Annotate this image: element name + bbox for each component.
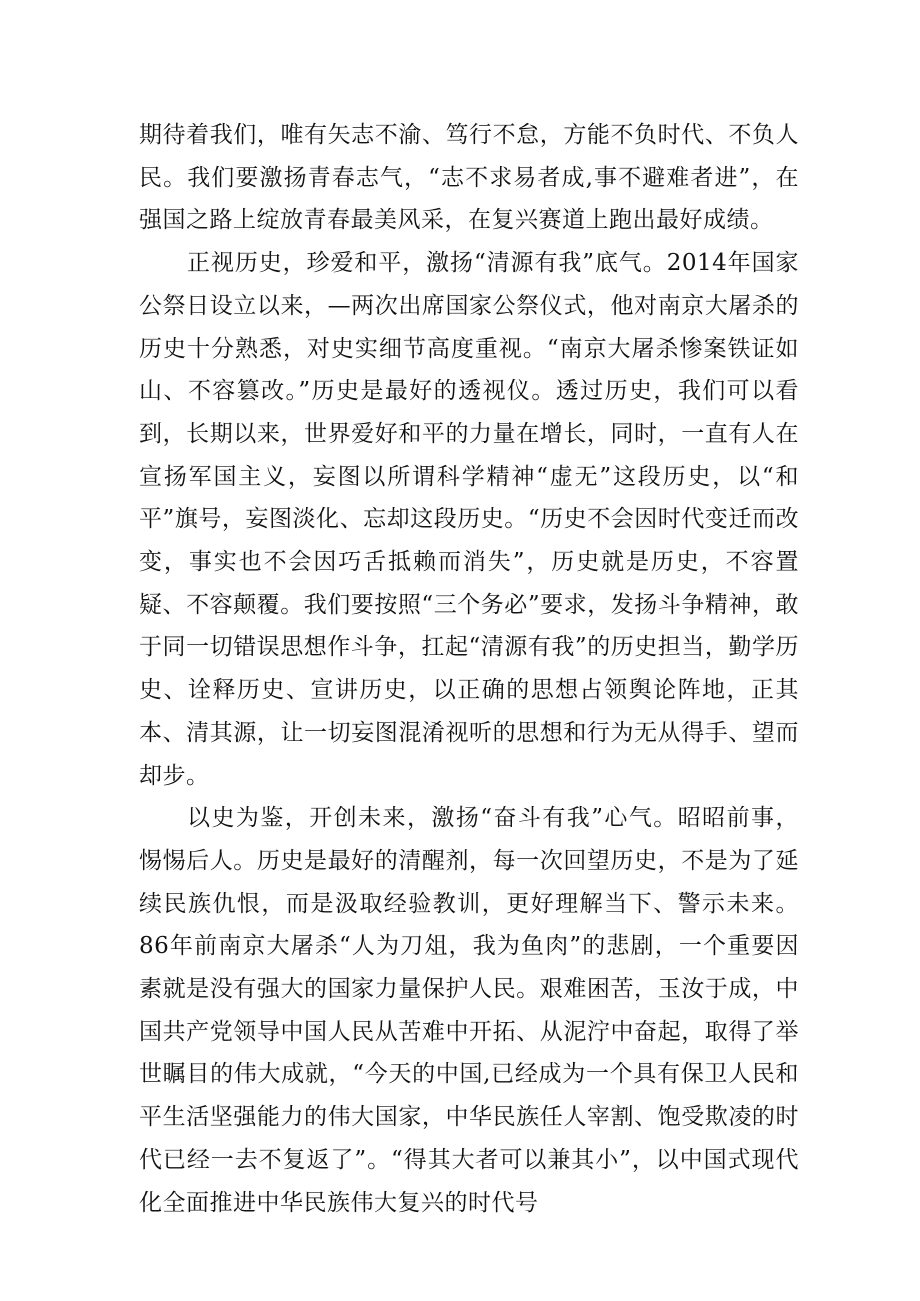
paragraph-1: 期待着我们，唯有矢志不渝、笃行不怠，方能不负时代、不负人民。我们要激扬青春志气，“志不求易者成,事不避难者进”，在强国之路上绽放青春最美风采，在复兴赛道上跑出最好成绩。: [139, 122, 799, 234]
paragraph-2: 正视历史，珍爱和平，激扬“清源有我”底气。2014年国家公祭日设立以来，—两次出席国家公祭仪式，他对南京大屠杀的历史十分熟悉，对史实细节高度重视。“南京大屠杀惨案铁证如山、不容篡改。”历史是最好的透视仪。透过历史，我们可以看到，长期以来，世界爱好和平的力量在增长，同时，一直有人在宣扬军国主义，妄图以所谓科学精神“虚无”这段历史，以“和平”旗号，妄图淡化、忘却这段历史。“历史不会因时代变迁而改变，事实也不会因巧舌抵赖而消失”，历史就是历史，不容置疑、不容颠覆。我们要按照“三个务必”要求，发扬斗争精神，敢于同一切错误思想作斗争，扛起“清源有我”的历史担当，勤学历史、诠释历史、宣讲历史，以正确的思想占领舆论阵地，正其本、清其源，让一切妄图混淆视听的思想和行为无从得手、望而却步。: [139, 250, 799, 789]
paragraph-3: 以史为鉴，开创未来，激扬“奋斗有我”心气。昭昭前事，惕惕后人。历史是最好的清醒剂，每一次回望历史，不是为了延续民族仇恨，而是汲取经验教训，更好理解当下、警示未来。86年前南京大屠杀“人为刀俎，我为鱼肉”的悲剧，一个重要因素就是没有强大的国家力量保护人民。艰难困苦，玉汝于成，中国共产党领导中国人民从苦难中开拓、从泥泞中奋起，取得了举世瞩目的伟大成就，“今天的中国,已经成为一个具有保卫人民和平生活坚强能力的伟大国家，中华民族任人宰割、饱受欺凌的时代已经一去不复返了”。“得其大者可以兼其小”，以中国式现代化全面推进中华民族伟大复兴的时代号: [139, 805, 799, 1216]
document-page: [139, 114, 799, 1224]
